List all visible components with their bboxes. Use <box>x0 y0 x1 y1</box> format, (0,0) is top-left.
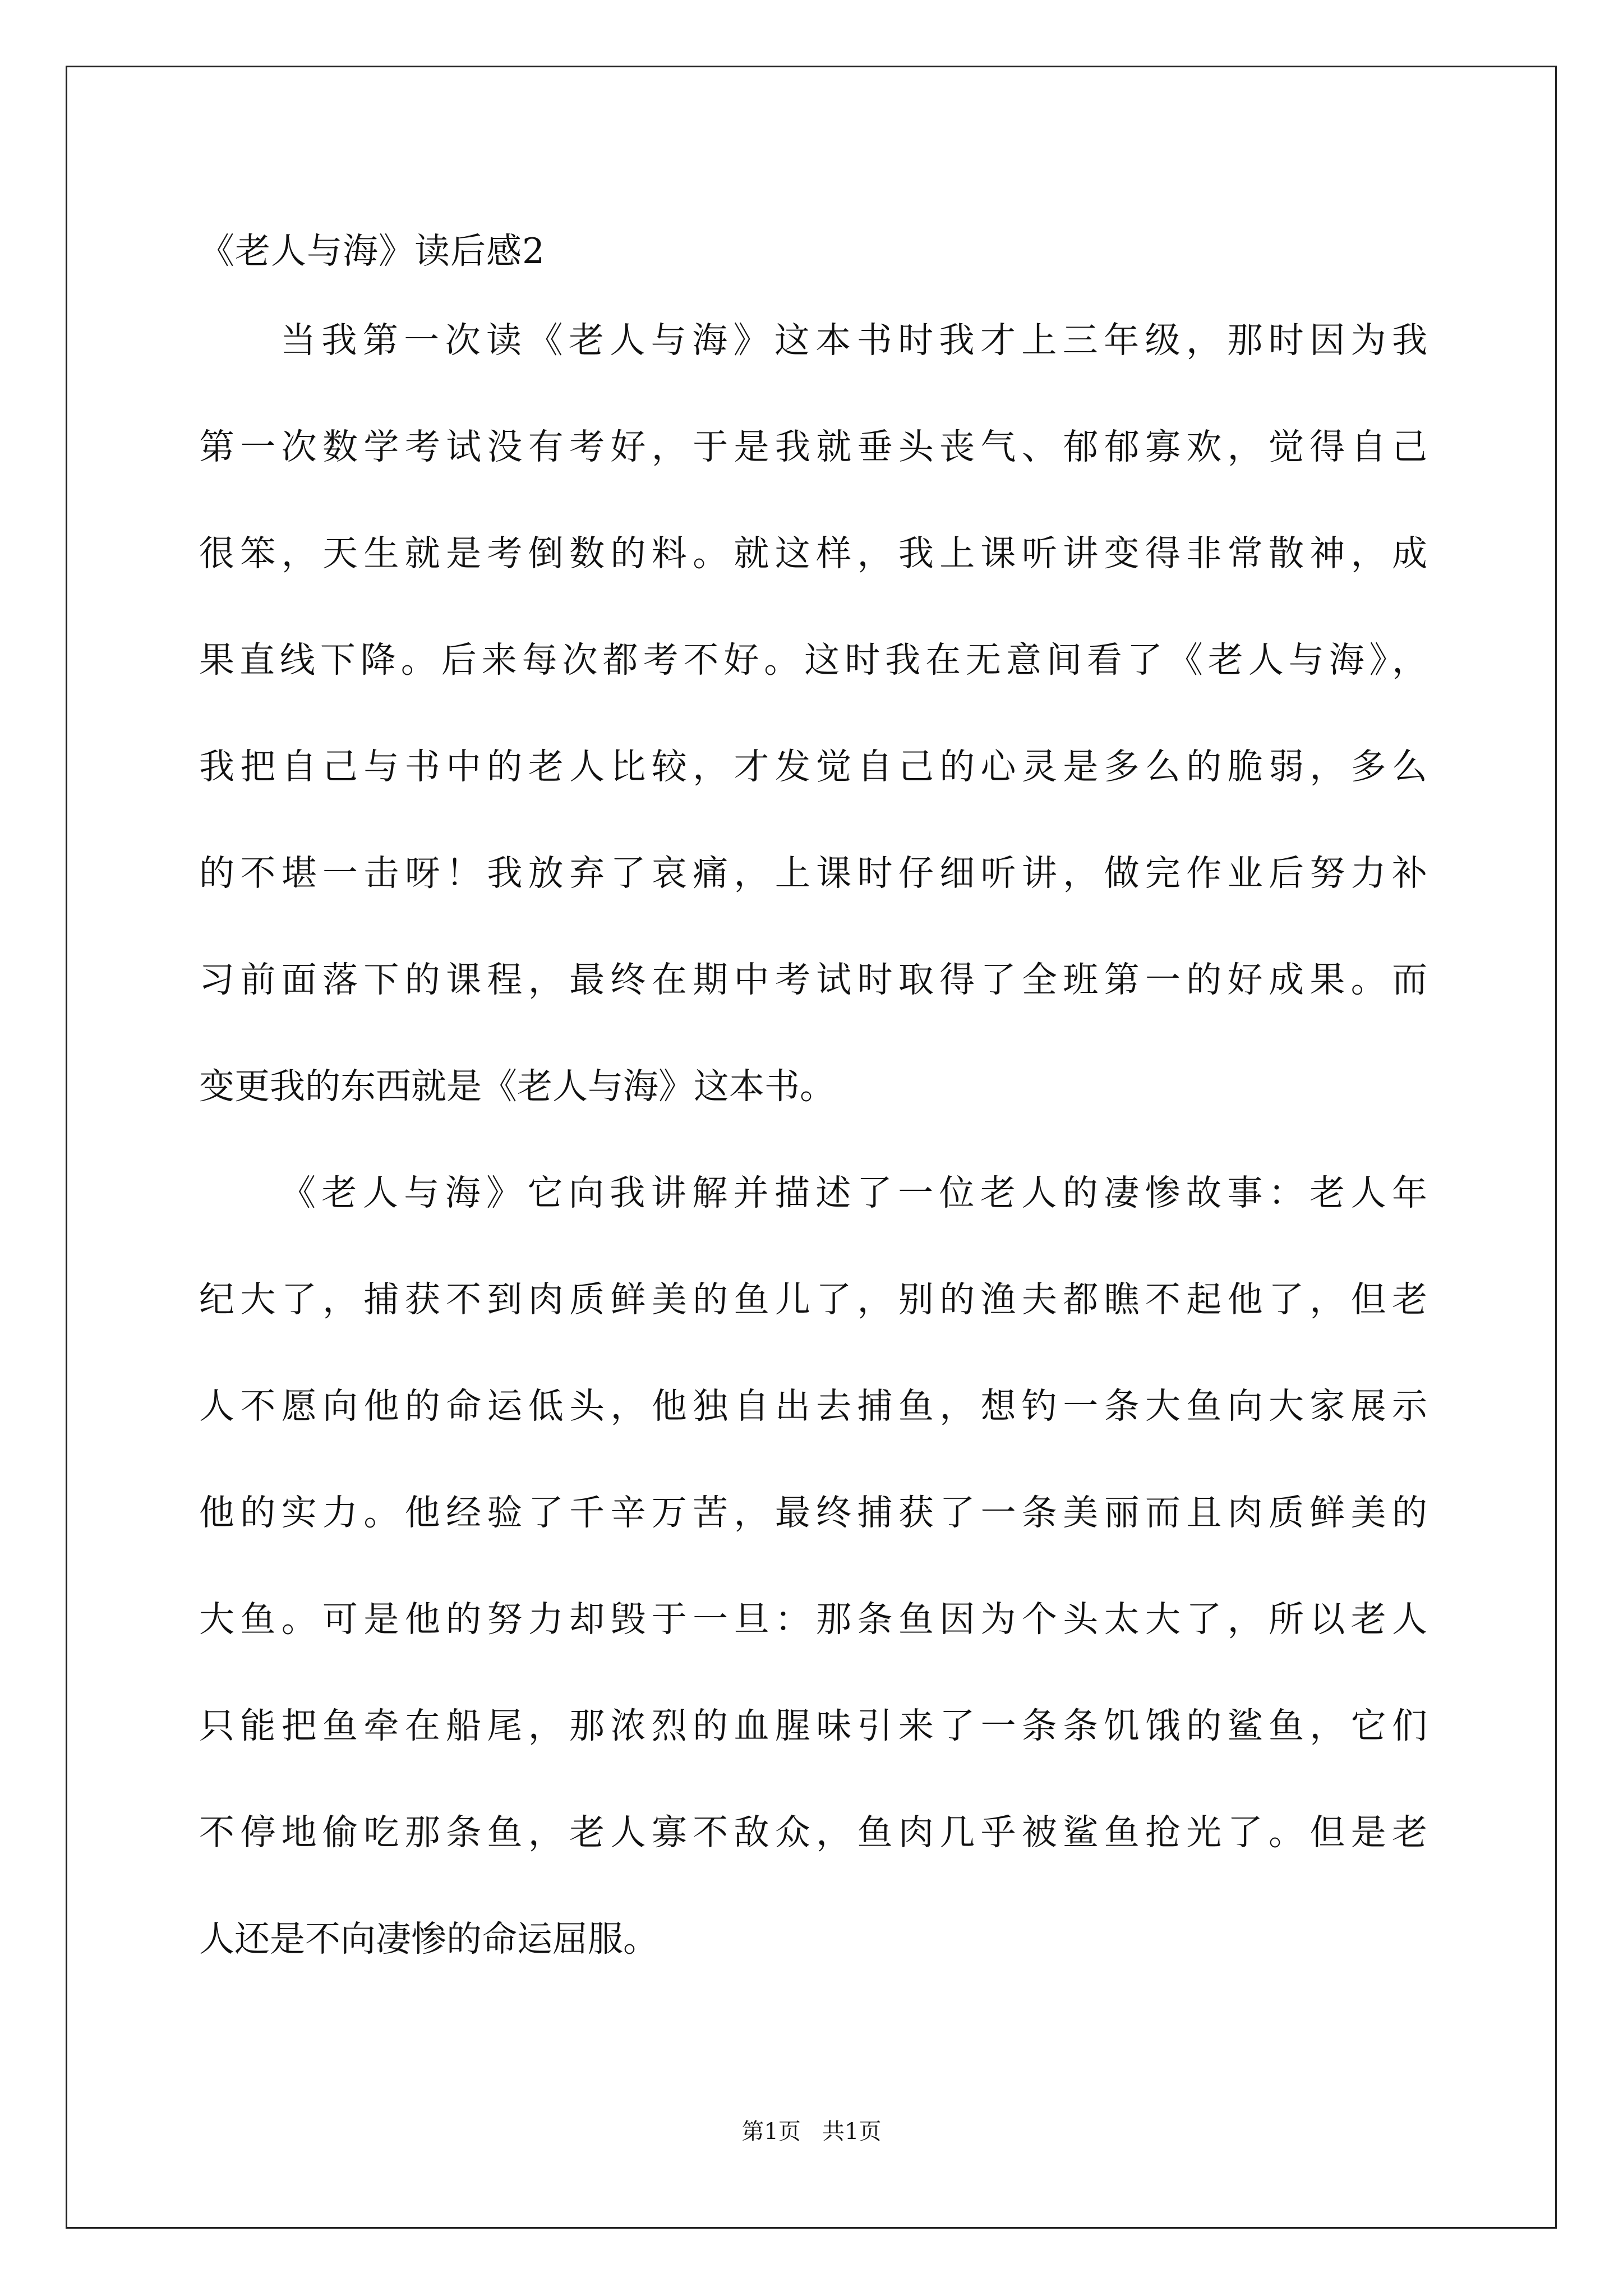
paragraph-2-line-8: 人还是不向凄惨的命运屈服。 <box>199 1918 658 1959</box>
paragraph-1-line-1: 当我第一次读《老人与海》这本书时我才上三年级，那时因为我 <box>280 320 1427 361</box>
paragraph-2-line-5: 大鱼。可是他的努力却毁于一旦：那条鱼因为个头太大了，所以老人 <box>199 1599 1427 1640</box>
page-border <box>66 66 1557 2229</box>
paragraph-1-line-5: 我把自己与书中的老人比较，才发觉自己的心灵是多么的脆弱，多么 <box>199 746 1427 787</box>
paragraph-2-line-3: 人不愿向他的命运低头，他独自出去捕鱼，想钓一条大鱼向大家展示 <box>199 1386 1427 1427</box>
paragraph-2-line-2: 纪大了，捕获不到肉质鲜美的鱼儿了，别的渔夫都瞧不起他了，但老 <box>199 1279 1427 1320</box>
paragraph-1-line-4: 果直线下降。后来每次都考不好。这时我在无意间看了《老人与海》， <box>199 639 1427 680</box>
paragraph-1-line-2: 第一次数学考试没有考好，于是我就垂头丧气、郁郁寡欢，觉得自己 <box>199 426 1427 467</box>
paragraph-1-line-6: 的不堪一击呀！我放弃了哀痛，上课时仔细听讲，做完作业后努力补 <box>199 853 1427 894</box>
paragraph-2-line-6: 只能把鱼牵在船尾，那浓烈的血腥味引来了一条条饥饿的鲨鱼，它们 <box>199 1705 1427 1746</box>
paragraph-1-line-8: 变更我的东西就是《老人与海》这本书。 <box>199 1066 835 1107</box>
paragraph-2-line-7: 不停地偷吃那条鱼，老人寡不敌众，鱼肉几乎被鲨鱼抢光了。但是老 <box>199 1812 1427 1853</box>
document-title: 《老人与海》读后感2 <box>199 231 546 272</box>
paragraph-2-line-1: 《老人与海》它向我讲解并描述了一位老人的凄惨故事：老人年 <box>280 1172 1427 1213</box>
paragraph-2-line-4: 他的实力。他经验了千辛万苦，最终捕获了一条美丽而且肉质鲜美的 <box>199 1492 1427 1533</box>
page-footer: 第1页 共1页 <box>741 2119 882 2145</box>
paragraph-1-line-3: 很笨，天生就是考倒数的料。就这样，我上课听讲变得非常散神，成 <box>199 533 1427 574</box>
paragraph-1-line-7: 习前面落下的课程，最终在期中考试时取得了全班第一的好成果。而 <box>199 959 1427 1000</box>
